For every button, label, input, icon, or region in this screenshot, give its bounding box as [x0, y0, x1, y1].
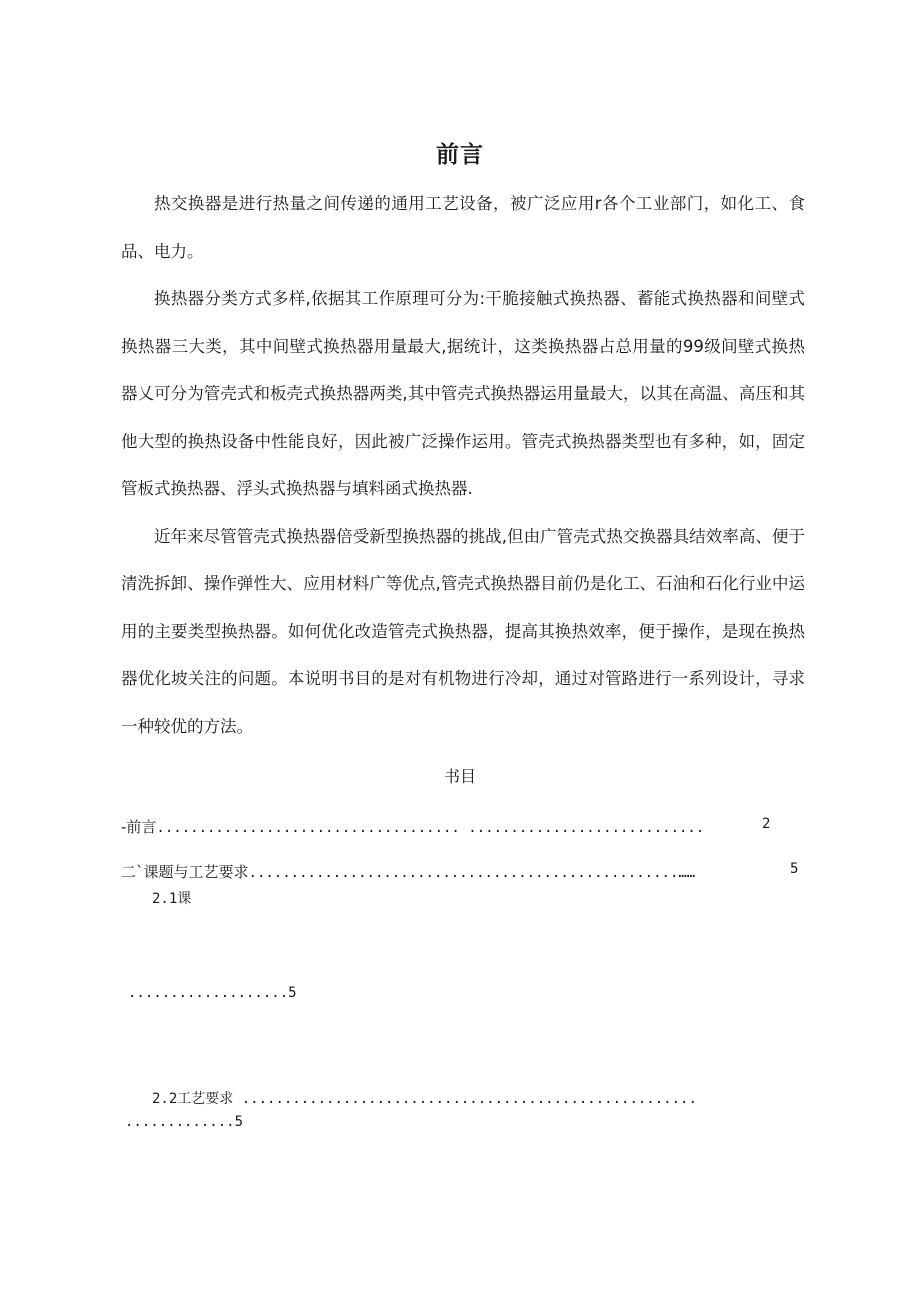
- toc-page-number: 5: [790, 861, 799, 877]
- toc-heading: 书目: [443, 767, 476, 786]
- paragraph-3: 近年来尽管管壳式换热器倍受新型换热器的挑战,但由广管壳式热交换器具结效率高、便于清洗拆卸、操作弹性大、应用材料广等优点,管壳式换热器目前仍是化工、石油和石化行业中运用的主要类型换热器。如何优化改造管壳式换热器，提高其换热效率，便于操作，是现在换热器优化坡关注的问题。本说明书目的是对有机物进行冷却，通过对管路进行一系列设计，寻求一种较优的方法。: [121, 526, 805, 736]
- toc-entry-2-2[interactable]: [152, 1088, 697, 1108]
- toc-leader: ......................................................: [233, 1091, 697, 1107]
- toc-entry-topic-requirements[interactable]: [121, 861, 695, 882]
- toc-entry-label: 2.1课: [152, 891, 192, 907]
- body-text: [121, 180, 805, 750]
- toc-leader: .................................... ............................: [156, 820, 705, 836]
- toc-leader-continuation: .............5: [125, 1114, 244, 1130]
- toc-page-number: 2: [762, 816, 771, 832]
- toc-entry-preface[interactable]: [121, 816, 704, 837]
- page-title: 前言: [436, 142, 484, 168]
- toc-entry-label: -前言: [121, 818, 157, 836]
- toc-leader: ...................................................……: [248, 865, 696, 881]
- paragraph-2: 换热器分类方式多样,依据其工作原理可分为:干脆接触式换热器、蓄能式换热器和间壁式换热器三大类，其中间壁式换热器用量最大,据统计，这类换热器占总用量的99级间壁式换热器乂可分为管壳式和板壳式换热器两类,其中管壳式换热器运用量最大，以其在高温、高压和其他大型的换热设备中性能良好，因此被广泛操作运用。管壳式换热器类型也有多种，如，固定管板式换热器、浮头式换热器与填料函式换热器.: [121, 289, 805, 498]
- toc-entry-2-1[interactable]: [152, 888, 191, 908]
- paragraph-1: 热交换器是进行热量之间传递的通用工艺设备，被广泛应用r各个工业部门，如化工、食品、电力。: [121, 194, 805, 261]
- toc-entry-label: 2.2工艺要求: [152, 1091, 234, 1107]
- toc-entry-label: 二`课题与工艺要求: [121, 863, 249, 881]
- toc-leader-continuation: ...................5: [128, 985, 297, 1001]
